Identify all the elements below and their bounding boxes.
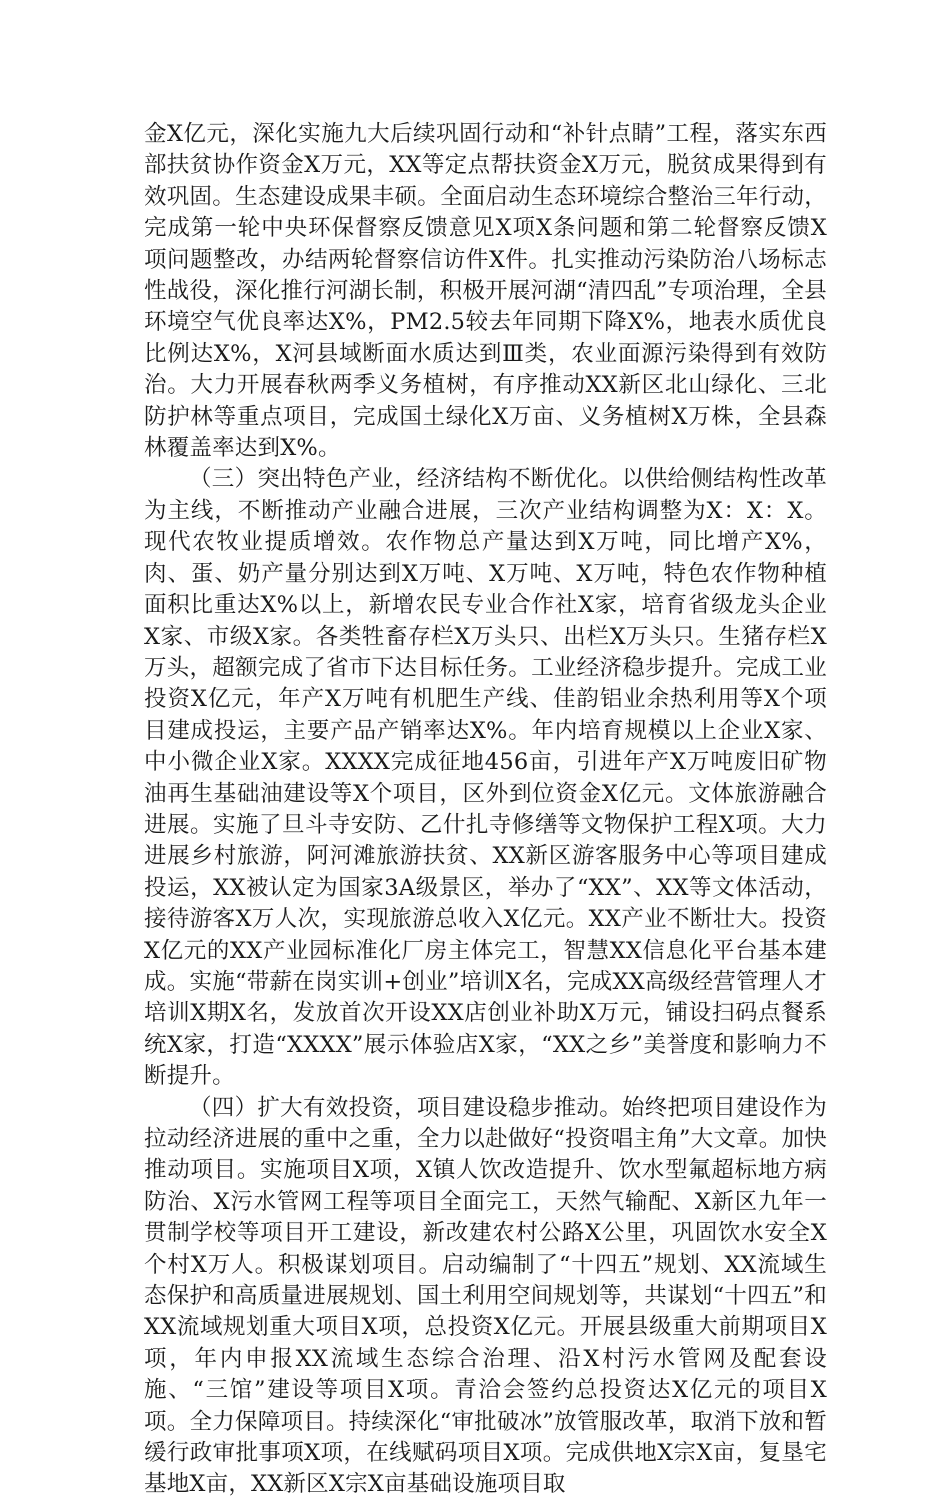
paragraph-industry: （三）突出特色产业，经济结构不断优化。以供给侧结构性改革为主线，不断推动产业融合进展，三次产业结构调整为X：X：X。现代农牧业提质增效。农作物总产量达到X万吨，同比增产X%，肉、蛋、奶产量分别达到X万吨、X万吨、X万吨，特色农作物种植面积比重达X%以上，新增农民专业合作社X家，培育省级龙头企业X家、市级X家。各类牲畜存栏X万头只、出栏X万头只。生猪存栏X万头，超额完成了省市下达目标任务。工业经济稳步提升。完成工业投资X亿元，年产X万吨有机肥生产线、佳韵铝业余热利用等X个项目建成投运，主要产品产销率达X%。年内培育规模以上企业X家、中小微企业X家。XXXX完成征地456亩，引进年产X万吨废旧矿物油再生基础油建设等X个项目，区外到位资金X亿元。文体旅游融合进展。实施了旦斗寺安防、乙什扎寺修缮等文物保护工程X项。大力进展乡村旅游，阿河滩旅游扶贫、XX新区游客服务中心等项目建成投运，XX被认定为国家3A级景区，举办了“XX”、XX等文体活动，接待游客X万人次，实现旅游总收入X亿元。XX产业不断壮大。投资X亿元的XX产业园标准化厂房主体完工，智慧XX信息化平台基本建成。实施“带薪在岗实训+创业”培训X名，完成XX高级经营管理人才培训X期X名，发放首次开设XX店创业补助X万元，铺设扫码点餐系统X家，打造“XXXX”展示体验店X家，“XX之乡”美誉度和影响力不断提升。 — [144, 466, 827, 1090]
paragraph-investment: （四）扩大有效投资，项目建设稳步推动。始终把项目建设作为拉动经济进展的重中之重，全力以赴做好“投资唱主角”大文章。加快推动项目。实施项目X项，X镇人饮改造提升、饮水型氟超标地方病防治、X污水管网工程等项目全面完工，天然气输配、X新区九年一贯制学校等项目开工建设，新改建农村公路X公里，巩固饮水安全X个村X万人。积极谋划项目。启动编制了“十四五”规划、XX流域生态保护和高质量进展规划、国土利用空间规划等，共谋划“十四五”和XX流域规划重大项目X项，总投资X亿元。开展县级重大前期项目X项，年内申报XX流域生态综合治理、沿X村污水管网及配套设施、“三馆”建设等项目X项。青洽会签约总投资达X亿元的项目X项。全力保障项目。持续深化“审批破冰”放管服改革，取消下放和暂缓行政审批事项X项，在线赋码项目X项。完成供地X宗X亩，复垦宅基地X亩，XX新区X宗X亩基础设施项目取 — [144, 1094, 827, 1498]
document-body — [144, 119, 827, 1501]
paragraph-ecology: 金X亿元，深化实施九大后续巩固行动和“补针点睛”工程，落实东西部扶贫协作资金X万元，XX等定点帮扶资金X万元，脱贫成果得到有效巩固。生态建设成果丰硕。全面启动生态环境综合整治三年行动，完成第一轮中央环保督察反馈意见X项X条问题和第二轮督察反馈X项问题整改，办结两轮督察信访件X件。扎实推动污染防治八场标志性战役，深化推行河湖长制，积极开展河湖“清四乱”专项治理，全县环境空气优良率达X%，PM2.5较去年同期下降X%，地表水质优良比例达X%，X河县域断面水质达到Ⅲ类，农业面源污染得到有效防治。大力开展春秋两季义务植树，有序推动XX新区北山绿化、三北防护林等重点项目，完成国土绿化X万亩、义务植树X万株，全县森林覆盖率达到X%。 — [144, 121, 827, 462]
